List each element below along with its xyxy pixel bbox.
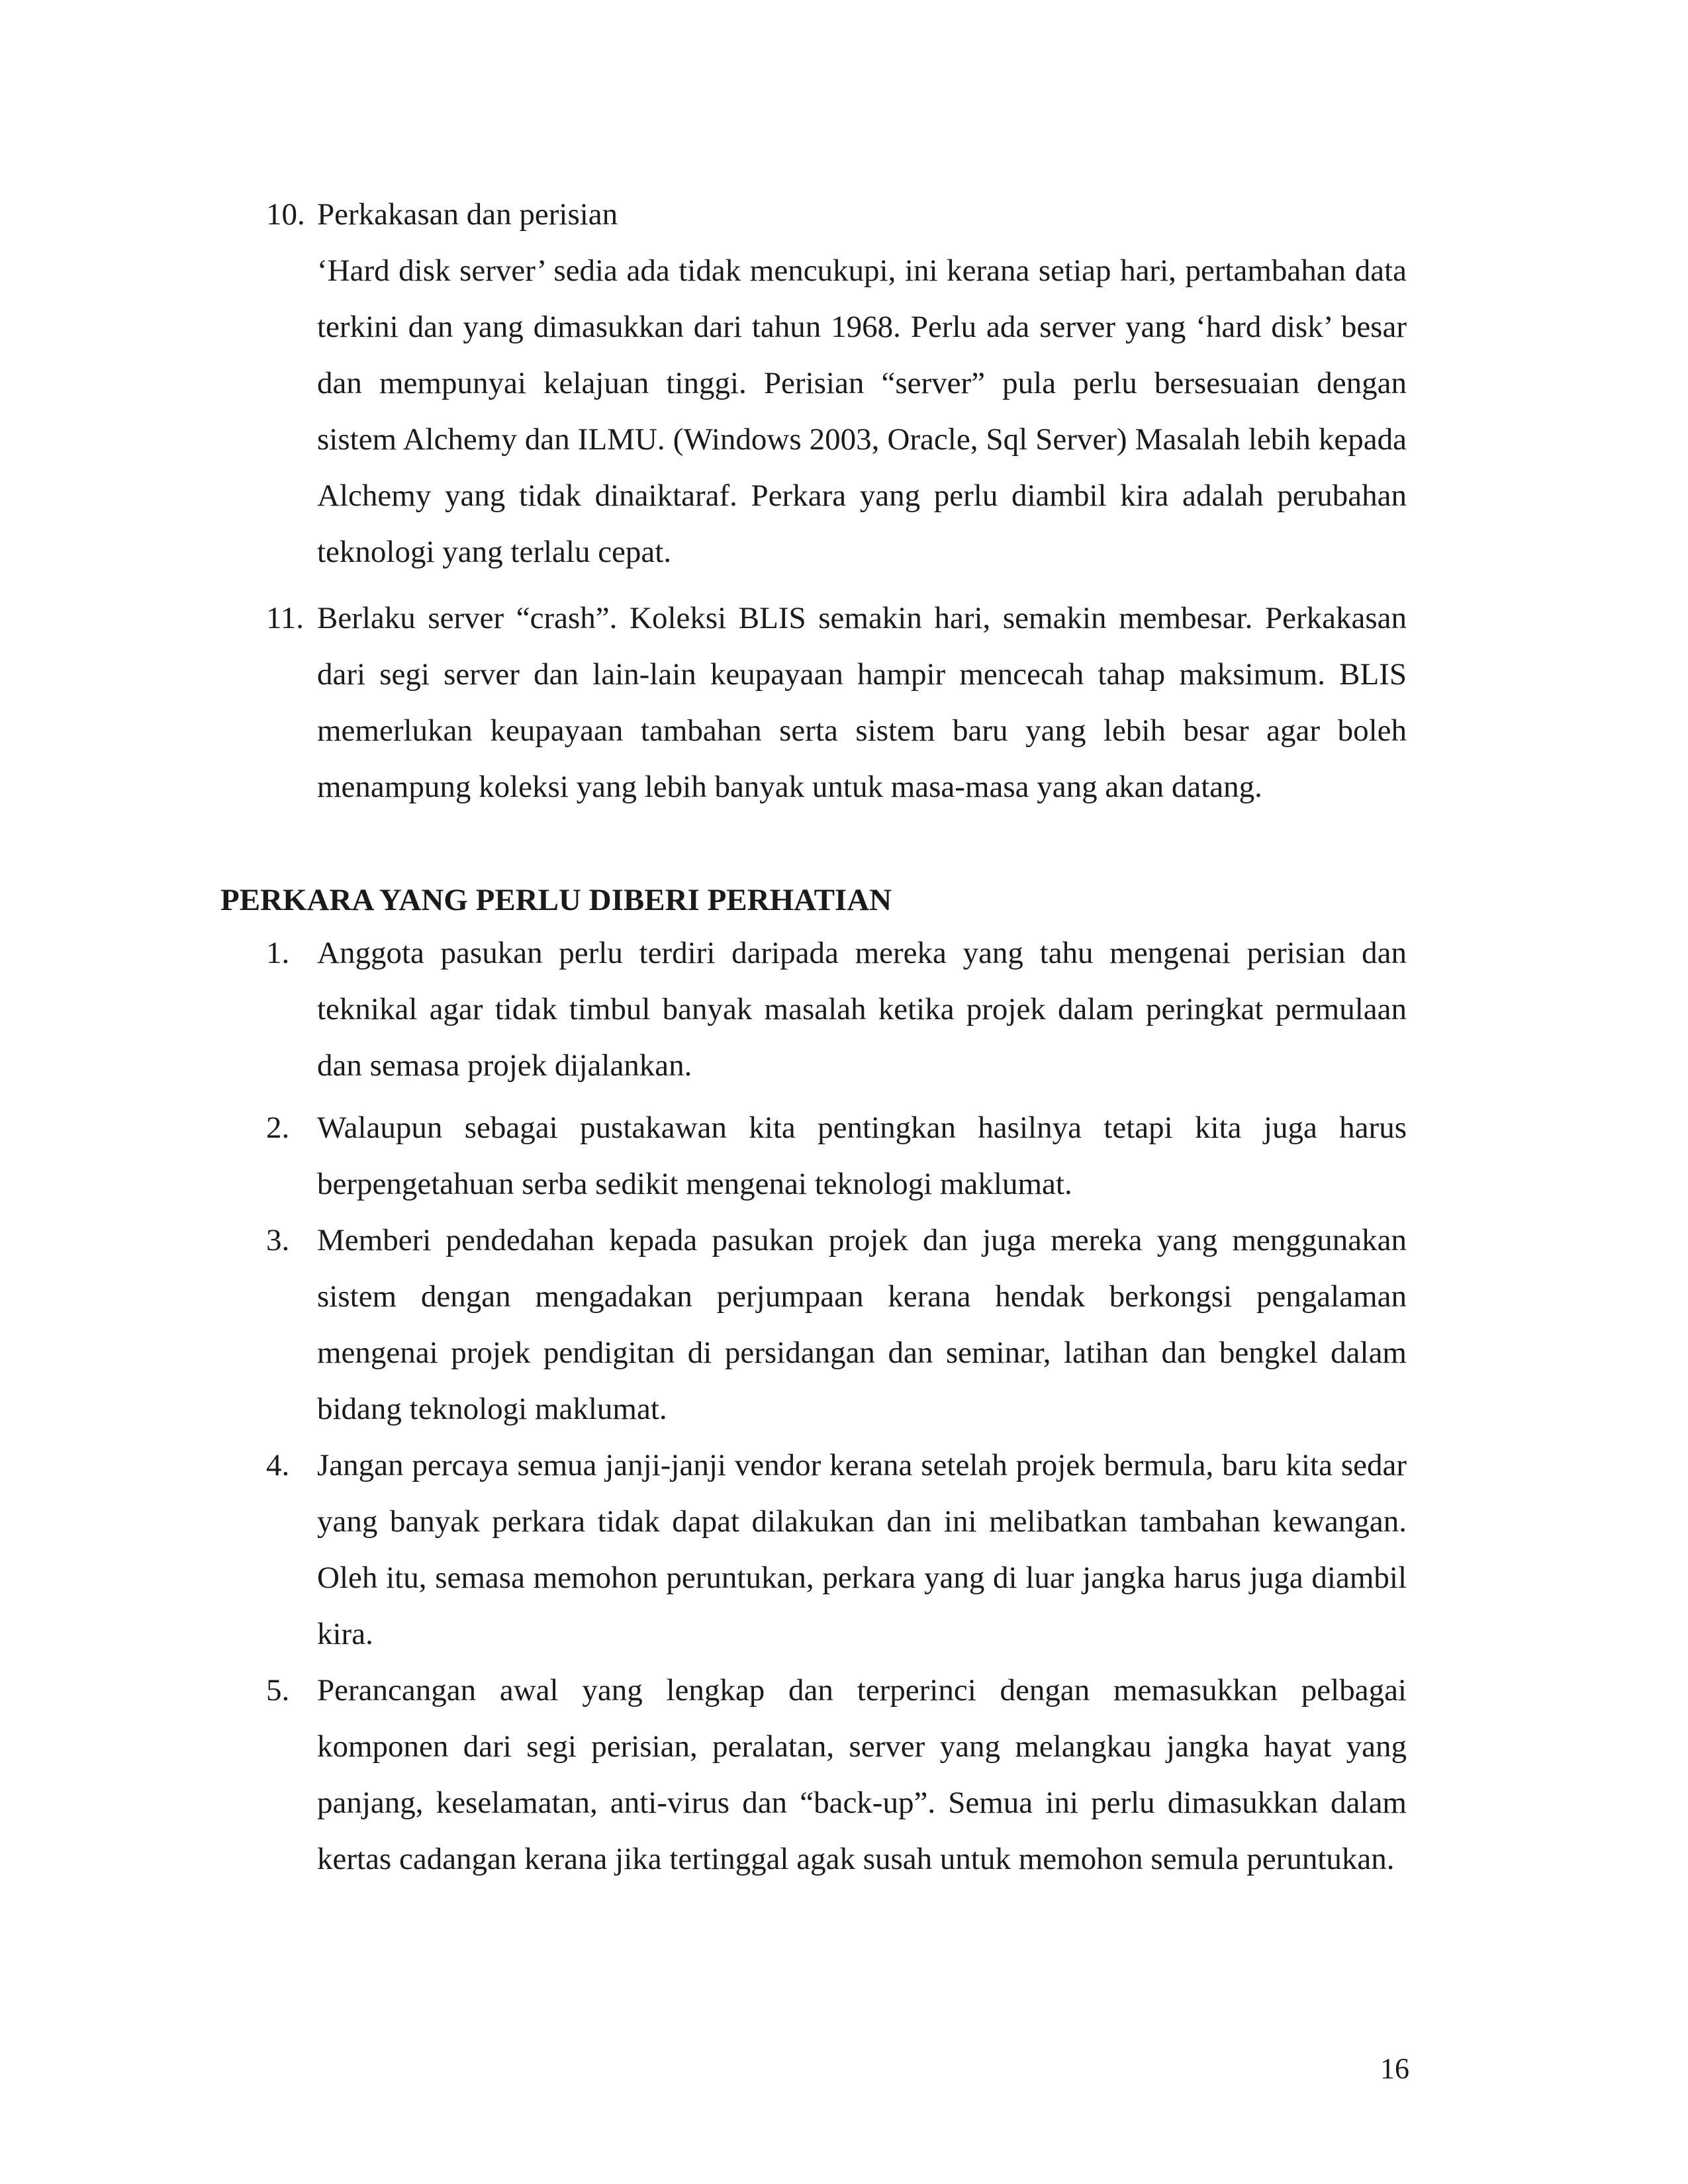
item-number: 11. [266,601,305,635]
item-number: 5. [266,1673,290,1707]
item-text: Anggota pasukan perlu terdiri daripada mereka yang tahu mengenai perisian dan teknikal agar tidak timbul banyak masalah ketika projek dalam peringkat permulaan dan semasa projek dijalankan. [317,936,1407,1083]
list-item-1 [266,925,1407,1094]
list-item-11 [266,590,1407,815]
item-number: 2. [266,1111,290,1145]
item-text: Memberi pendedahan kepada pasukan projek dan juga mereka yang menggunakan sistem dengan mengadakan perjumpaan kerana hendak berkongsi pengalaman mengenai projek pendigitan di persidangan dan seminar, latihan dan bengkel dalam bidang teknologi maklumat. [317,1223,1407,1426]
item-number: 4. [266,1448,290,1482]
section-heading: PERKARA YANG PERLU DIBERI PERHATIAN [220,883,892,917]
list-item-4 [266,1437,1407,1662]
list-item-5 [266,1662,1407,1888]
list-item-2 [266,1100,1407,1212]
item-text: Jangan percaya semua janji-janji vendor kerana setelah projek bermula, baru kita sedar yang banyak perkara tidak dapat dilakukan dan ini melibatkan tambahan kewangan. Oleh itu, semasa memohon peruntukan, perkara yang di luar jangka harus juga diambil kira. [317,1448,1407,1651]
item-text: Walaupun sebagai pustakawan kita pentingkan hasilnya tetapi kita juga harus berpengetahuan serba sedikit mengenai teknologi maklumat. [317,1111,1407,1201]
item-text: Berlaku server “crash”. Koleksi BLIS semakin hari, semakin membesar. Perkakasan dari segi server dan lain-lain keupayaan hampir mencecah tahap maksimum. BLIS memerlukan keupayaan tambahan serta sistem baru yang lebih besar agar boleh menampung koleksi yang lebih banyak untuk masa-masa yang akan datang. [317,601,1407,804]
item-number: 10. [266,197,305,232]
item-number: 3. [266,1223,290,1257]
item-title: Perkakasan dan perisian [317,197,618,232]
item-text: ‘Hard disk server’ sedia ada tidak mencukupi, ini kerana setiap hari, pertambahan data terkini dan yang dimasukkan dari tahun 1968. Perlu ada server yang ‘hard disk’ besar dan mempunyai kelajuan tinggi. Perisian “server” pula perlu bersesuaian dengan sistem Alchemy dan ILMU. (Windows 2003, Oracle, Sql Server) Masalah lebih kepada Alchemy yang tidak dinaiktaraf. Perkara yang perlu diambil kira adalah perubahan teknologi yang terlalu cepat. [317,253,1407,569]
item-number: 1. [266,936,290,970]
item-text: Perancangan awal yang lengkap dan terperinci dengan memasukkan pelbagai komponen dari segi perisian, peralatan, server yang melangkau jangka hayat yang panjang, keselamatan, anti-virus dan “back-up”. Semua ini perlu dimasukkan dalam kertas cadangan kerana jika tertinggal agak susah untuk memohon semula peruntukan. [317,1673,1407,1876]
list-item-10 [266,187,1407,580]
list-item-3 [266,1212,1407,1437]
page-number: 16 [1380,2052,1409,2085]
